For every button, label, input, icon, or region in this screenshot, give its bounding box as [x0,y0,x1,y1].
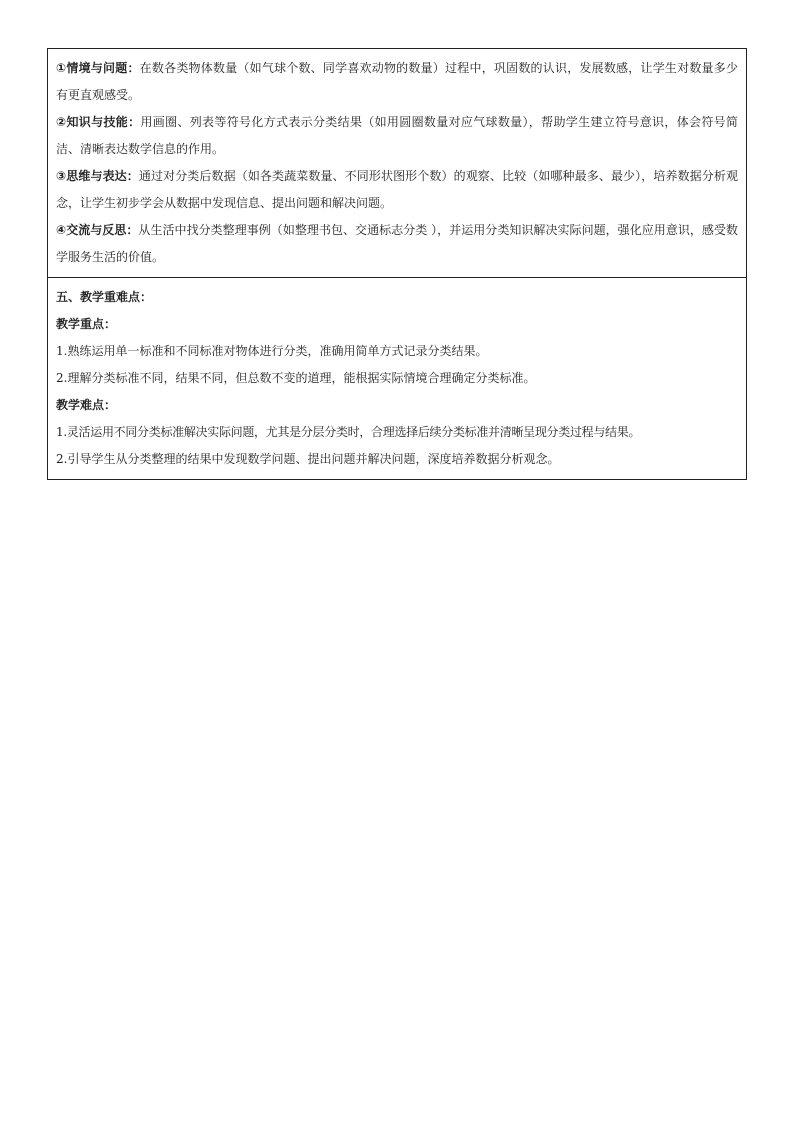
goal-knowledge [56,109,738,163]
difficulty-item: 2.引导学生从分类整理的结果中发现数学问题、提出问题并解决问题，深度培养数据分析观念。 [56,452,560,466]
focus-title: 教学重点： [56,317,117,331]
goals-cell [48,49,747,278]
difficulty-title: 教学难点： [56,398,117,412]
goal-thinking [56,163,738,217]
goal-label: ③思维与表达： [56,169,139,183]
goal-text: 从生活中找分类整理事例（如整理书包、交通标志分类 ），并运用分类知识解决实际问题，强化应用意识，感受数学服务生活的价值。 [56,223,738,264]
goal-label: ②知识与技能： [56,115,141,129]
goal-label: ①情境与问题： [56,61,140,75]
lesson-plan-table [47,48,747,480]
goal-text: 用画圈、列表等符号化方式表示分类结果（如用圆圈数量对应气球数量），帮助学生建立符号意识，体会符号简洁、清晰表达数学信息的作用。 [56,115,738,156]
goal-reflection [56,217,738,271]
key-points-cell [48,278,747,480]
difficulty-item: 1.灵活运用不同分类标准解决实际问题，尤其是分层分类时，合理选择后续分类标准并清晰呈现分类过程与结果。 [56,425,641,439]
focus-item: 2.理解分类标准不同，结果不同，但总数不变的道理，能根据实际情境合理确定分类标准。 [56,371,536,385]
goal-situation [56,55,738,109]
section-title: 五、教学重难点： [56,290,153,304]
goal-text: 在数各类物体数量（如气球个数、同学喜欢动物的数量）过程中，巩固数的认识，发展数感，让学生对数量多少有更直观感受。 [56,61,738,102]
goal-text: 通过对分类后数据（如各类蔬菜数量、不同形状图形个数）的观察、比较（如哪种最多、最少），培养数据分析观念，让学生初步学会从数据中发现信息、提出问题和解决问题。 [56,169,738,210]
key-points-row [48,278,747,480]
goal-label: ④交流与反思： [56,223,139,237]
goals-row [48,49,747,278]
focus-item: 1.熟练运用单一标准和不同标准对物体进行分类，准确用简单方式记录分类结果。 [56,344,488,358]
document-page [47,48,747,480]
